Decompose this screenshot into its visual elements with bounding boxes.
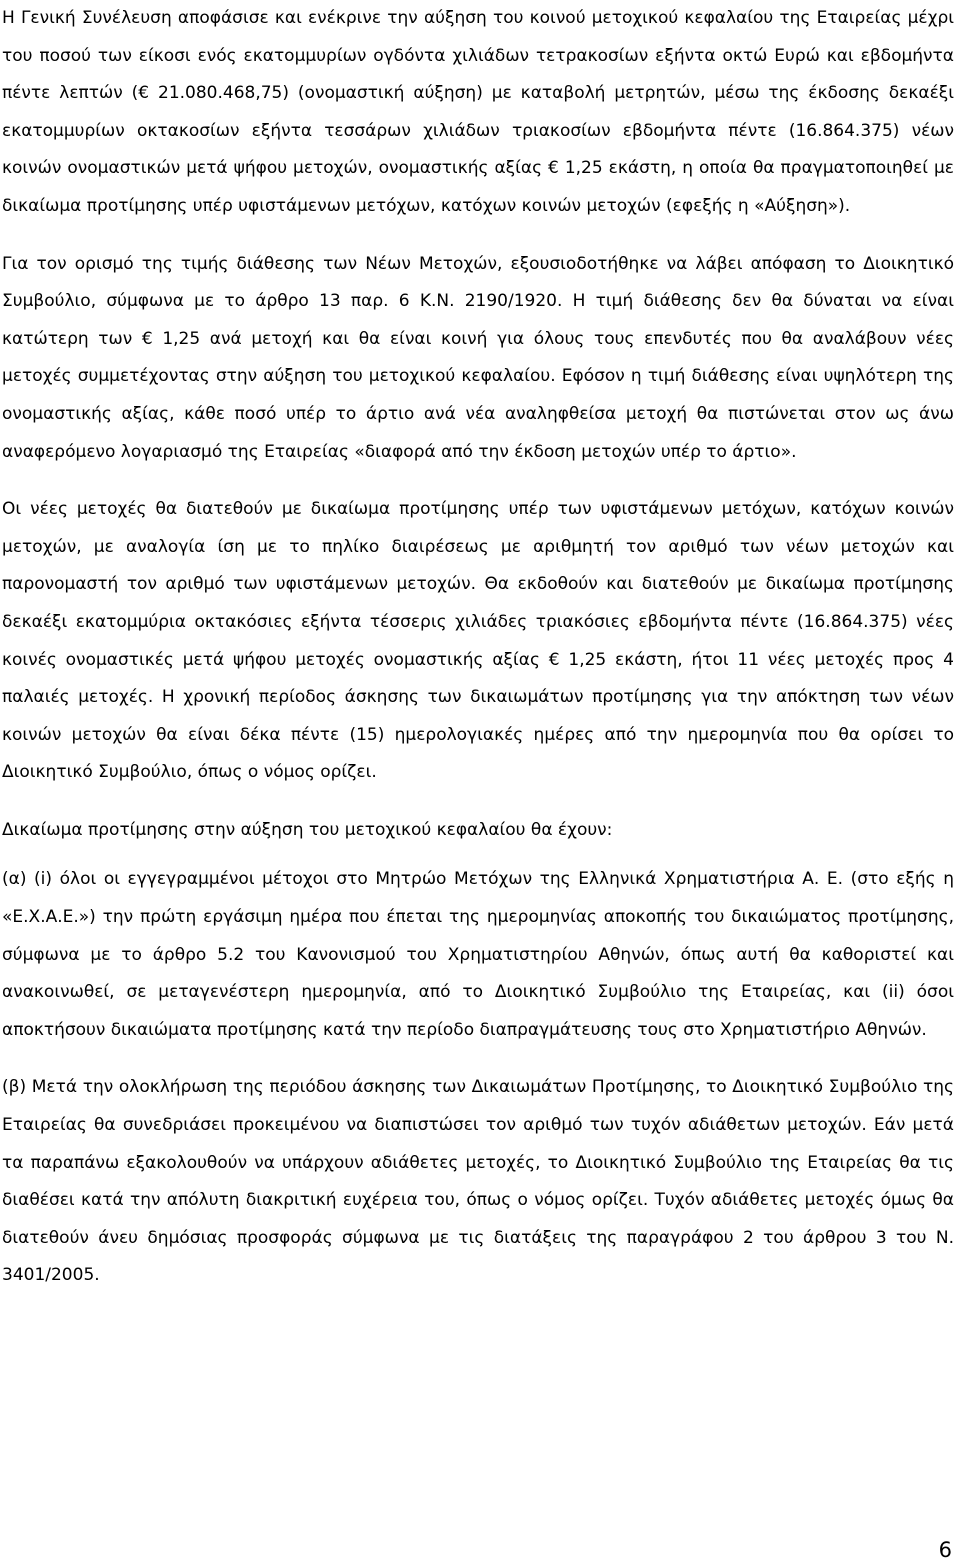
paragraph-preemption-rights: Οι νέες μετοχές θα διατεθούν με δικαίωμα προτίμησης υπέρ των υφιστάμενων μετόχων, κατόχων κοινών μετοχών, με αναλογία ίση με το πηλίκο διαιρέσεως με αριθμητή τον αριθμό των νέων μετοχών και παρονομαστή τον αριθμό των υφιστάμενων μετοχών. Θα εκδοθούν και διατεθούν με δικαίωμα προτίμησης δεκαέξι εκατομμύρια οκτακόσιες εξήντα τέσσερις χιλιάδες τριακόσιες εβδομήντα πέντε (16.864.375) νέες κοινές ονομαστικές μετά ψήφου μετοχές ονομαστικής αξίας € 1,25 εκάστη, ήτοι 11 νέες μετοχές προς 4 παλαιές μετοχές. Η χρονική περίοδος άσκησης των δικαιωμάτων προτίμησης για την απόκτηση των νέων κοινών μετοχών θα είναι δέκα πέντε (15) ημερολογιακές ημέρες από την ημερομηνία που θα ορίσει το Διοικητικό Συμβούλιο, όπως ο νόμος ορίζει. bbox=[2, 499, 954, 783]
paragraph-offer-price: Για τον ορισμό της τιμής διάθεσης των Νέων Μετοχών, εξουσιοδοτήθηκε να λάβει απόφαση το Διοικητικό Συμβούλιο, σύμφωνα με το άρθρο 13 παρ. 6 Κ.Ν. 2190/1920. Η τιμή διάθεσης δεν θα δύναται να είναι κατώτερη των € 1,25 ανά μετοχή και θα είναι κοινή για όλους τους επενδυτές που θα αναλάβουν νέες μετοχές συμμετέχοντας στην αύξηση του μετοχικού κεφαλαίου. Εφόσον η τιμή διάθεσης είναι υψηλότερη της ονομαστικής αξίας, κάθε ποσό υπέρ το άρτιο ανά νέα αναληφθείσα μετοχή θα πιστώνεται στον ως άνω αναφερόμενο λογαριασμό της Εταιρείας «διαφορά από την έκδοση μετοχών υπέρ το άρτιο». bbox=[2, 253, 954, 462]
paragraph-rights-holders-heading: Δικαίωμα προτίμησης στην αύξηση του μετοχικού κεφαλαίου θα έχουν: bbox=[2, 819, 613, 840]
paragraph-item-a: (α) (i) όλοι οι εγγεγραμμένοι μέτοχοι στο Μητρώο Μετόχων της Ελληνικά Χρηματιστήρια Α. Ε. (στο εξής η «Ε.Χ.Α.Ε.») την πρώτη εργάσιμη ημέρα που έπεται της ημερομηνίας αποκοπής του δικαιώματος προτίμησης, σύμφωνα με το άρθρο 5.2 του Κανονισμού του Χρηματιστηρίου Αθηνών, όπως αυτή θα καθοριστεί και ανακοινωθεί, σε μεταγενέστερη ημερομηνία, από το Διοικητικό Συμβούλιο της Εταιρείας, και (ii) όσοι αποκτήσουν δικαιώματα προτίμησης κατά την περίοδο διαπραγμάτευσης τους στο Χρηματιστήριο Αθηνών. bbox=[2, 869, 954, 1040]
document-body bbox=[2, 0, 954, 1315]
page-number: 6 bbox=[938, 1538, 952, 1562]
paragraph-capital-increase: Η Γενική Συνέλευση αποφάσισε και ενέκρινε την αύξηση του κοινού μετοχικού κεφαλαίου της Εταιρείας μέχρι του ποσού των είκοσι ενός εκατομμυρίων ογδόντα χιλιάδων τετρακοσίων εξήντα οκτώ Ευρώ και εβδομήντα πέντε λεπτών (€ 21.080.468,75) (ονομαστική αύξηση) με καταβολή μετρητών, μέσω της έκδοσης δεκαέξι εκατομμυρίων οκτακοσίων εξήντα τεσσάρων χιλιάδων τριακοσίων εβδομήντα πέντε (16.864.375) νέων κοινών ονομαστικών μετά ψήφου μετοχών, ονομαστικής αξίας € 1,25 εκάστη, η οποία θα πραγματοποιηθεί με δικαίωμα προτίμησης υπέρ υφιστάμενων μετόχων, κατόχων κοινών μετοχών (εφεξής η «Αύξηση»). bbox=[2, 8, 954, 216]
paragraph-item-b: (β) Μετά την ολοκλήρωση της περιόδου άσκησης των Δικαιωμάτων Προτίμησης, το Διοικητικό Συμβούλιο της Εταιρείας θα συνεδριάσει προκειμένου να διαπιστώσει τον αριθμό των τυχόν αδιάθετων μετοχών. Εάν μετά τα παραπάνω εξακολουθούν να υπάρχουν αδιάθετες μετοχές, το Διοικητικό Συμβούλιο της Εταιρείας θα τις διαθέσει κατά την απόλυτη διακριτική ευχέρεια του, όπως ο νόμος ορίζει. Τυχόν αδιάθετες μετοχές όμως θα διατεθούν άνευ δημόσιας προσφοράς σύμφωνα με τις διατάξεις της παραγράφου 2 του άρθρου 3 του Ν. 3401/2005. bbox=[2, 1077, 954, 1286]
